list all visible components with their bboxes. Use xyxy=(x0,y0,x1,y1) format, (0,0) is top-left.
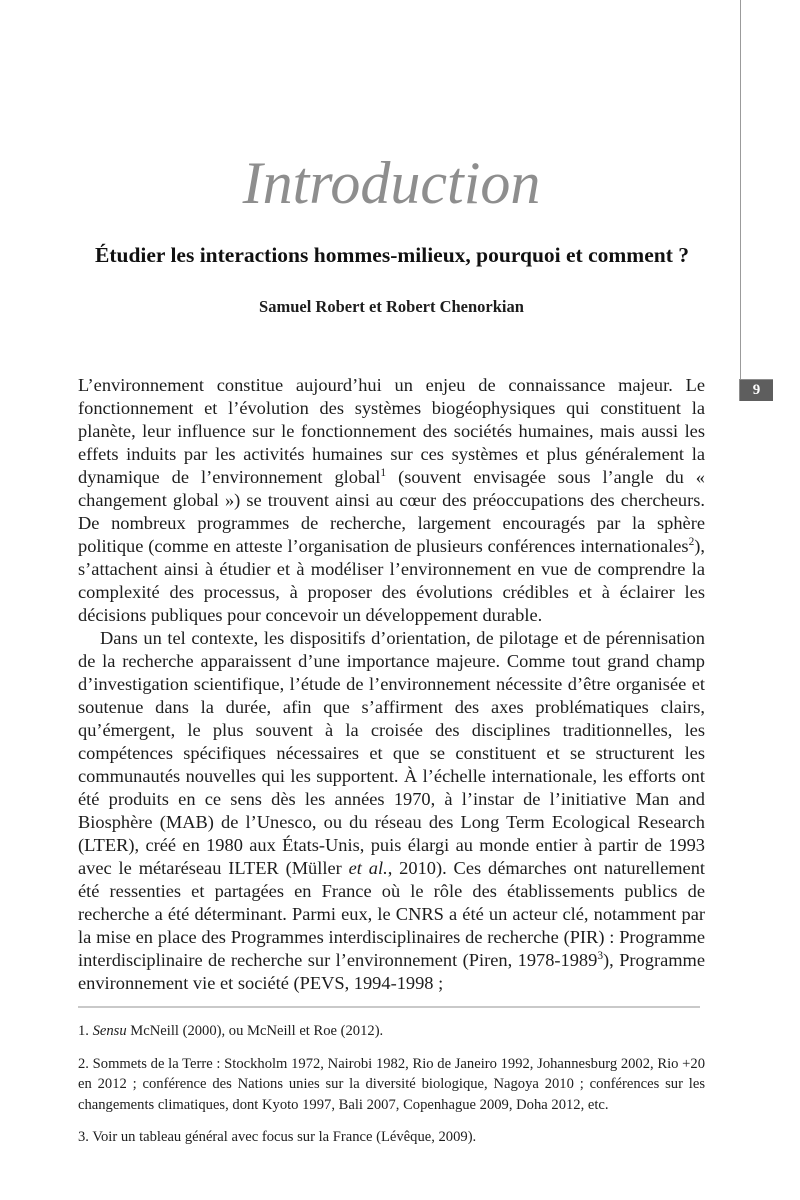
footnote-1-text: McNeill (2000), ou McNeill et Roe (2012). xyxy=(126,1023,384,1039)
authors-line: Samuel Robert et Robert Chenorkian xyxy=(259,297,524,316)
page-number: 9 xyxy=(752,382,761,398)
footnote-1-number: 1. xyxy=(78,1023,93,1039)
citation-et-al: et al. xyxy=(348,858,388,878)
footnote-ref-1: 1 xyxy=(380,466,387,479)
paragraph-1 xyxy=(78,374,705,627)
paragraph-1-text: L’environnement constitue aujourd’hui un enjeu de connaissance majeur. Le fonctionnement et l’évolution des systèmes biogéophysiques qui constituent la planète, leur influence sur le fonctionnement des sociétés humaines, mais aussi les effets induits par les activités humaines sur ces systèmes et plus généralement la dynamique de l’environnement global xyxy=(78,375,705,487)
footnote-1-italic: Sensu xyxy=(92,1023,127,1039)
chapter-subtitle: Étudier les interactions hommes-milieux, pourquoi et comment ? xyxy=(94,243,689,267)
paragraph-1-text: (souvent envisagée sous l’angle du « changement global ») se trouvent ainsi au cœur des préoccupations des chercheurs. De nombreux programmes de recherche, largement encouragés par la sphère politique (comme en atteste l’organisation de plusieurs conférences internationales xyxy=(78,467,705,556)
footnote-ref-2: 2 xyxy=(688,535,695,548)
paragraph-2-text: ), Programme environnement vie et société (PEVS, 1994-1998 ; xyxy=(78,950,705,993)
paragraph-2-text: Dans un tel contexte, les dispositifs d’orientation, de pilotage et de pérennisation de la recherche apparaissent d’une importance majeure. Comme tout grand champ d’investigation scientifique, l’étude de l’environnement nécessite d’être organisée et soutenue dans la durée, afin que s’affirment des axes problématiques clairs, qu’émergent, le plus souvent à la croisée des disciplines traditionnelles, les compétences spécifiques nécessaires et que se constituent et se structurent les communautés nouvelles qui les supportent. À l’échelle internationale, les efforts ont été produits en ce sens dès les années 1970, à l’instar de l’initiative Man and Biosphère (MAB) de l’Unesco, ou du réseau des Long Term Ecological Research (LTER), créé en 1980 aux États-Unis, puis élargi au monde entier à partir de 1993 avec le métaréseau ILTER (Müller xyxy=(78,628,705,878)
body-text xyxy=(78,374,705,995)
chapter-title: Introduction xyxy=(242,150,541,216)
footnotes-section xyxy=(78,1006,705,1160)
paragraph-2-text: , 2010). Ces démarches ont naturellement été ressenties et partagées en France où le rôle des établissements publics de recherche a été déterminant. Parmi eux, le CNRS a été un acteur clé, notamment par la mise en place des Programmes interdisciplinaires de recherche (PIR) : Programme interdisciplinaire de recherche sur l’environnement (Piren, 1978-1989 xyxy=(78,858,706,970)
page-number-badge xyxy=(739,379,773,401)
footnote-separator-rule xyxy=(78,1006,700,1008)
paragraph-1-text: ), s’attachent ainsi à étudier et à modéliser l’environnement en vue de comprendre la complexité des processus, à proposer des évolutions crédibles et à éclairer les décisions publiques pour concevoir un développement durable. xyxy=(78,536,705,625)
paragraph-2 xyxy=(78,627,705,995)
footnote-2: 2. Sommets de la Terre : Stockholm 1972, Nairobi 1982, Rio de Janeiro 1992, Johannesburg 2002, Rio +20 en 2012 ; conférence des Nations unies sur la diversité biologique, Nagoya 2010 ; conférences sur les changements climatiques, dont Kyoto 1997, Bali 2007, Copenhague 2009, Doha 2012, etc. xyxy=(78,1055,705,1113)
footnote-1 xyxy=(78,1021,705,1042)
footnote-3: 3. Voir un tableau général avec focus sur la France (Lévêque, 2009). xyxy=(78,1129,477,1145)
footnote-ref-3: 3 xyxy=(597,949,604,962)
right-margin-rule xyxy=(740,0,741,379)
